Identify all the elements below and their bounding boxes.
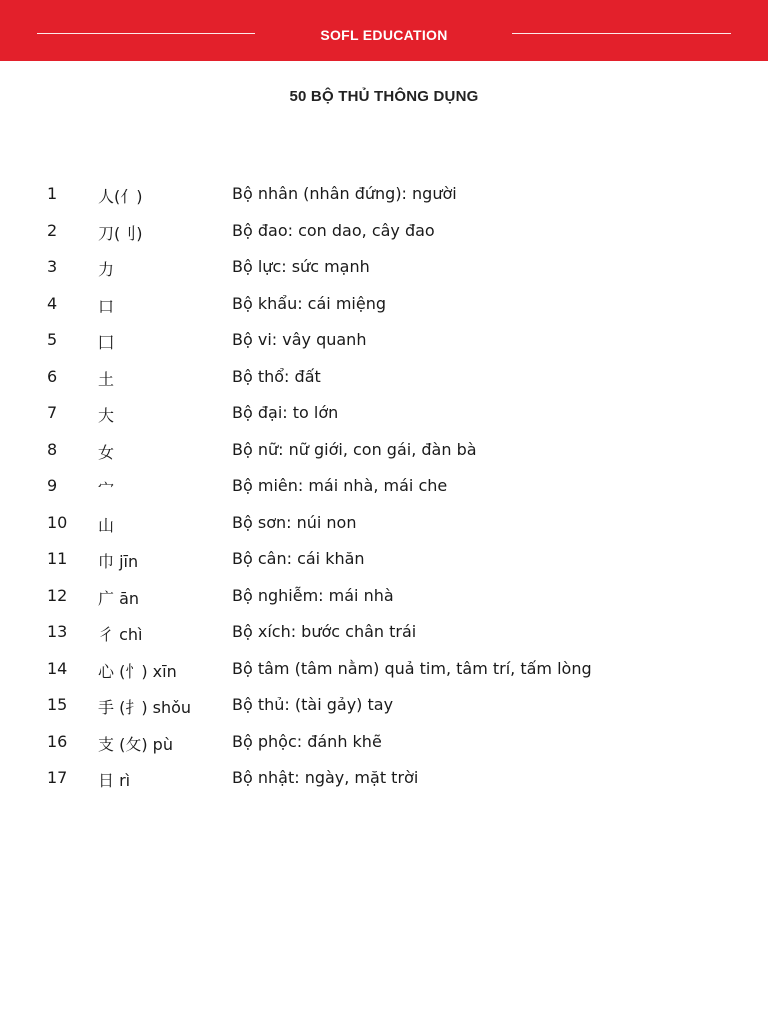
radical-description: Bộ nữ: nữ giới, con gái, đàn bà	[232, 439, 477, 459]
radical-number: 16	[47, 731, 68, 751]
radical-description: Bộ thủ: (tài gảy) tay	[232, 695, 394, 714]
radical-description: Bộ thổ: đất	[232, 366, 321, 386]
radical-number: 8	[47, 439, 58, 459]
radical-description: Bộ nghiễm: mái nhà	[232, 585, 394, 605]
radical-character: 宀	[98, 479, 115, 498]
radical-character: 人(亻)	[98, 187, 143, 206]
radical-row	[0, 249, 768, 286]
radical-number: 17	[47, 768, 68, 787]
radical-character: 女	[98, 442, 115, 462]
radical-number: 13	[47, 622, 68, 641]
radical-number: 5	[47, 330, 58, 349]
radical-character: 广 ān	[98, 588, 140, 608]
radical-row	[0, 651, 768, 688]
radical-description: Bộ đại: to lớn	[232, 403, 339, 422]
radical-description: Bộ nhân (nhân đứng): người	[232, 184, 457, 203]
radical-number: 1	[47, 184, 58, 203]
radical-row	[0, 359, 768, 396]
radical-number: 6	[47, 366, 58, 386]
radical-character: 土	[98, 369, 115, 389]
radical-row	[0, 687, 768, 724]
radical-number: 3	[47, 257, 58, 276]
radical-character: 日 rì	[98, 771, 131, 790]
radical-description: Bộ lực: sức mạnh	[232, 257, 370, 276]
radical-number: 9	[47, 476, 58, 495]
radical-character: 大	[98, 406, 115, 425]
radical-row	[0, 176, 768, 213]
radical-number: 10	[47, 512, 68, 532]
header-banner	[0, 0, 768, 61]
radical-description: Bộ tâm (tâm nằm) quả tim, tâm trí, tấm lòng	[232, 658, 592, 678]
radical-row	[0, 213, 768, 250]
radical-character: 彳 chì	[98, 625, 143, 644]
radical-description: Bộ đao: con dao, cây đao	[232, 220, 435, 240]
radical-description: Bộ cân: cái khăn	[232, 549, 365, 568]
radical-character: 囗	[98, 333, 115, 352]
radical-number: 7	[47, 403, 58, 422]
radical-row	[0, 760, 768, 797]
radical-character: 支 (攵) pù	[98, 734, 173, 754]
radical-character: 手 (扌) shǒu	[98, 698, 192, 717]
header-rule-right	[512, 33, 731, 34]
radical-number: 11	[47, 549, 68, 568]
radical-character: 口	[98, 296, 115, 316]
radical-description: Bộ xích: bước chân trái	[232, 622, 417, 641]
radical-character: 心 (忄) xīn	[98, 661, 177, 681]
radical-character: 山	[98, 515, 115, 535]
radical-row	[0, 578, 768, 615]
radical-description: Bộ vi: vây quanh	[232, 330, 367, 349]
radical-row	[0, 286, 768, 323]
radical-number: 12	[47, 585, 68, 605]
radical-number: 2	[47, 220, 58, 240]
radical-description: Bộ miên: mái nhà, mái che	[232, 476, 448, 495]
radical-row	[0, 724, 768, 761]
radical-list	[0, 176, 768, 797]
radical-description: Bộ sơn: núi non	[232, 512, 357, 532]
radical-number: 14	[47, 658, 68, 678]
radical-number: 15	[47, 695, 68, 714]
radical-character: 巾 jīn	[98, 552, 139, 571]
radical-description: Bộ khẩu: cái miệng	[232, 293, 386, 313]
radical-description: Bộ phộc: đánh khẽ	[232, 731, 382, 751]
header-title: SOFL EDUCATION	[320, 27, 448, 43]
radical-character: 力	[98, 260, 115, 279]
radical-row	[0, 614, 768, 651]
radical-character: 刀(刂)	[98, 223, 143, 243]
radical-row	[0, 541, 768, 578]
radical-row	[0, 322, 768, 359]
document-title: 50 BỘ THỦ THÔNG DỤNG	[289, 88, 479, 105]
radical-row	[0, 468, 768, 505]
radical-number: 4	[47, 293, 58, 313]
radical-row	[0, 395, 768, 432]
radical-row	[0, 432, 768, 469]
radical-row	[0, 505, 768, 542]
radical-description: Bộ nhật: ngày, mặt trời	[232, 768, 419, 787]
